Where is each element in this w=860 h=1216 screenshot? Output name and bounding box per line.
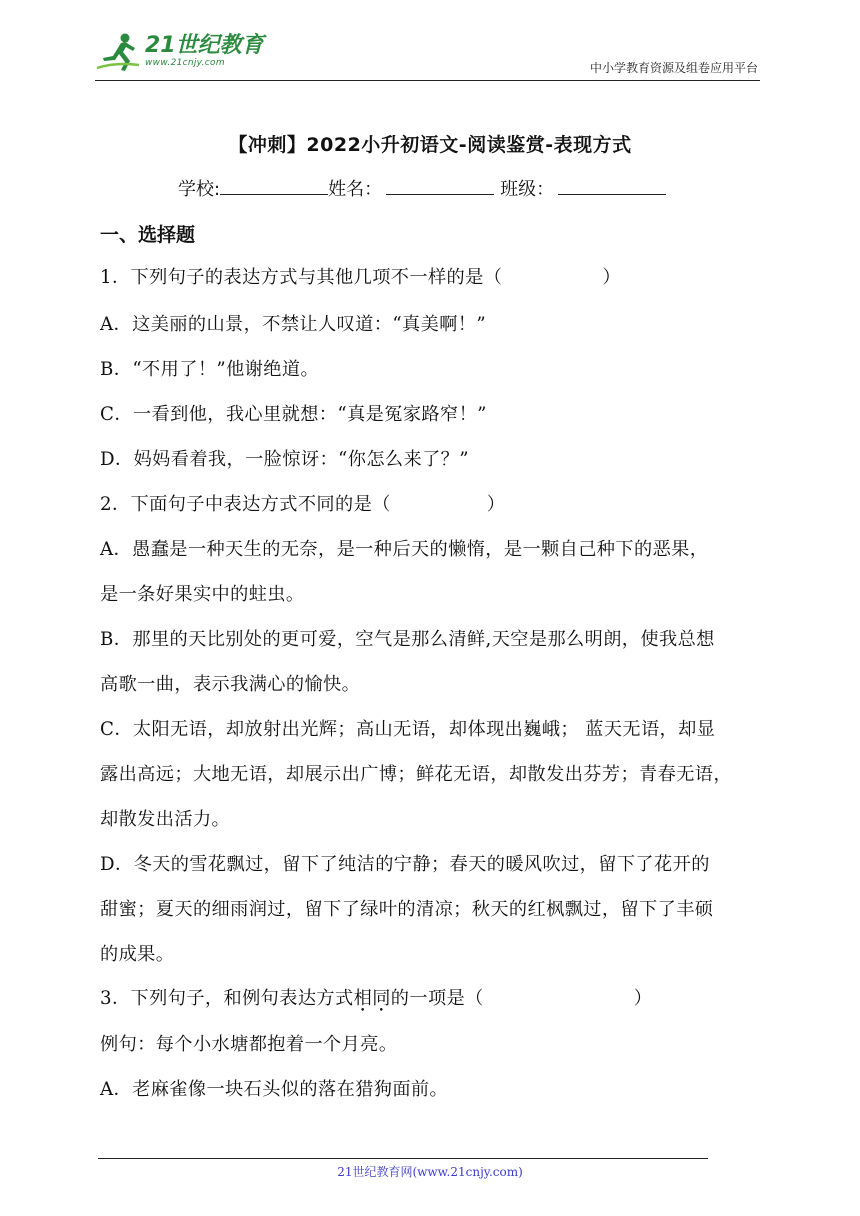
- question-1-option-a: A．这美丽的山景，不禁让人叹道：“真美啊！”: [100, 314, 487, 335]
- question-1-option-b: B．“不用了！”他谢绝道。: [100, 359, 320, 380]
- logo-url: www.21cnjy.com: [145, 58, 225, 68]
- class-blank: [558, 176, 666, 195]
- school-label: 学校:: [178, 179, 221, 200]
- student-info-line: [178, 175, 666, 201]
- question-2-option-d-cont2: 的成果。: [100, 944, 175, 965]
- question-3-option-a: A．老麻雀像一块石头似的落在猎狗面前。: [100, 1079, 449, 1100]
- question-1-option-d: D．妈妈看着我，一脸惊讶：“你怎么来了？”: [100, 449, 469, 470]
- question-2-stem: 2．下面句子中表达方式不同的是（ ）: [100, 494, 506, 515]
- question-2-option-b-cont: 高歌一曲，表示我满心的愉快。: [100, 674, 361, 695]
- question-1-option-c: C．一看到他，我心里就想：“真是冤家路窄！”: [100, 404, 487, 425]
- question-2-option-a: A．愚蠢是一种天生的无奈，是一种后天的懒惰，是一颗自己种下的恶果，: [100, 539, 709, 560]
- school-blank: [220, 176, 328, 195]
- question-1-stem: 1．下列句子的表达方式与其他几项不一样的是（ ）: [100, 267, 621, 288]
- emphasis-char-2: 同: [372, 988, 391, 1009]
- section-heading: 一、选择题: [100, 224, 196, 246]
- question-3-stem: 3．下列句子，和例句表达方式相同的一项是（ ）: [100, 988, 653, 1009]
- question-2-option-a-cont: 是一条好果实中的蛀虫。: [100, 584, 305, 605]
- logo: [95, 32, 264, 72]
- document-title: 【冲刺】2022小升初语文-阅读鉴赏-表现方式: [228, 134, 632, 156]
- question-2-option-b: B．那里的天比别处的更可爱，空气是那么清鲜,天空是那么明朗，使我总想: [100, 629, 715, 650]
- name-label: 姓名：: [328, 179, 383, 200]
- footer-link[interactable]: 21世纪教育网(www.21cnjy.com): [337, 1165, 523, 1179]
- class-label: 班级：: [500, 179, 555, 200]
- footer-divider: [98, 1158, 708, 1159]
- question-2-option-c: C．太阳无语，却放射出光辉；高山无语，却体现出巍峨； 蓝天无语，却显: [100, 719, 716, 740]
- page-header: [95, 28, 760, 81]
- name-blank: [386, 176, 494, 195]
- question-2-option-c-cont1: 露出高远；大地无语，却展示出广博；鲜花无语，却散发出芬芳；青春无语，: [100, 764, 732, 785]
- emphasis-char-1: 相: [353, 988, 373, 1009]
- question-3-example: 例句：每个小水塘都抱着一个月亮。: [100, 1034, 398, 1055]
- logo-title: 21世纪教育: [145, 33, 264, 58]
- runner-logo-icon: [95, 32, 141, 72]
- platform-slogan: 中小学教育资源及组卷应用平台: [589, 61, 758, 75]
- question-2-option-d-cont1: 甜蜜；夏天的细雨润过，留下了绿叶的清凉；秋天的红枫飘过，留下了丰硕: [100, 899, 714, 920]
- question-2-option-d: D．冬天的雪花飘过，留下了纯洁的宁静；春天的暖风吹过，留下了花开的: [100, 854, 710, 875]
- question-2-option-c-cont2: 却散发出活力。: [100, 809, 231, 830]
